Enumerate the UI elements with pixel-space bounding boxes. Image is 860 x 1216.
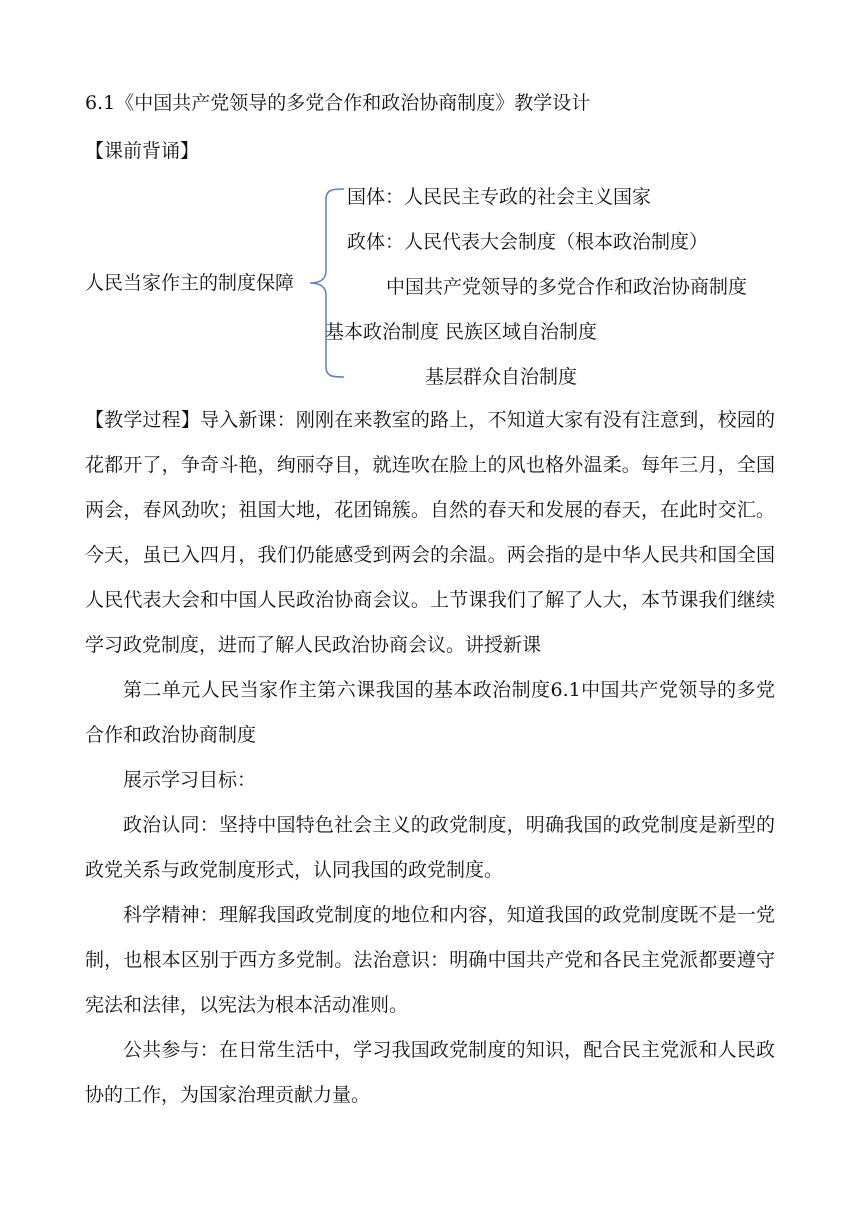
curly-brace-icon (306, 187, 346, 379)
goal-scientific-spirit: 科学精神：理解我国政党制度的地位和内容，知道我国的政党制度既不是一党制，也根本区别于西方多党制。法治意识：明确中国共产党和各民主党派都要遵守宪法和法律，以宪法为根本活动准则。 (85, 904, 775, 1016)
diagram-item-regional-autonomy: 基本政治制度 民族区域自治制度 (325, 321, 598, 343)
diagram-item-party-cooperation: 中国共产党领导的多党合作和政治协商制度 (386, 276, 748, 298)
diagram-item-state-system: 国体：人民民主专政的社会主义国家 (347, 186, 652, 208)
teaching-process-paragraph: 【教学过程】导入新课：刚刚在来教室的路上，不知道大家有没有注意到，校园的花都开了，争奇斗艳，绚丽夺目，就连吹在脸上的风也格外温柔。每年三月，全国两会，春风劲吹；祖国大地，花团锦簇。自然的春天和发展的春天，在此时交汇。今天，虽已入四月，我们仍能感受到两会的余温。两会指的是中华人民共和国全国人民代表大会和中国人民政治协商会议。上节课我们了解了人大，本节课我们继续学习政党制度，进而了解人民政治协商会议。讲授新课 (85, 409, 775, 656)
goal-political-identity: 政治认同：坚持中国特色社会主义的政党制度，明确我国的政党制度是新型的政党关系与政党制度形式，认同我国的政党制度。 (85, 814, 775, 881)
diagram-item-grassroots-autonomy: 基层群众自治制度 (425, 366, 578, 388)
document-title: 6.1《中国共产党领导的多党合作和政治协商制度》教学设计 (85, 92, 591, 114)
diagram-root-label: 人民当家作主的制度保障 (85, 272, 295, 294)
diagram-item-government-system: 政体：人民代表大会制度（根本政治制度） (347, 231, 709, 253)
goal-public-participation: 公共参与：在日常生活中，学习我国政党制度的知识，配合民主党派和人民政协的工作，为国家治理贡献力量。 (85, 1039, 775, 1106)
section-recite-heading: 【课前背诵】 (85, 140, 200, 162)
unit-title-paragraph: 第二单元人民当家作主第六课我国的基本政治制度6.1中国共产党领导的多党合作和政治协商制度 (85, 679, 775, 746)
learning-goals-heading: 展示学习目标： (123, 769, 257, 791)
